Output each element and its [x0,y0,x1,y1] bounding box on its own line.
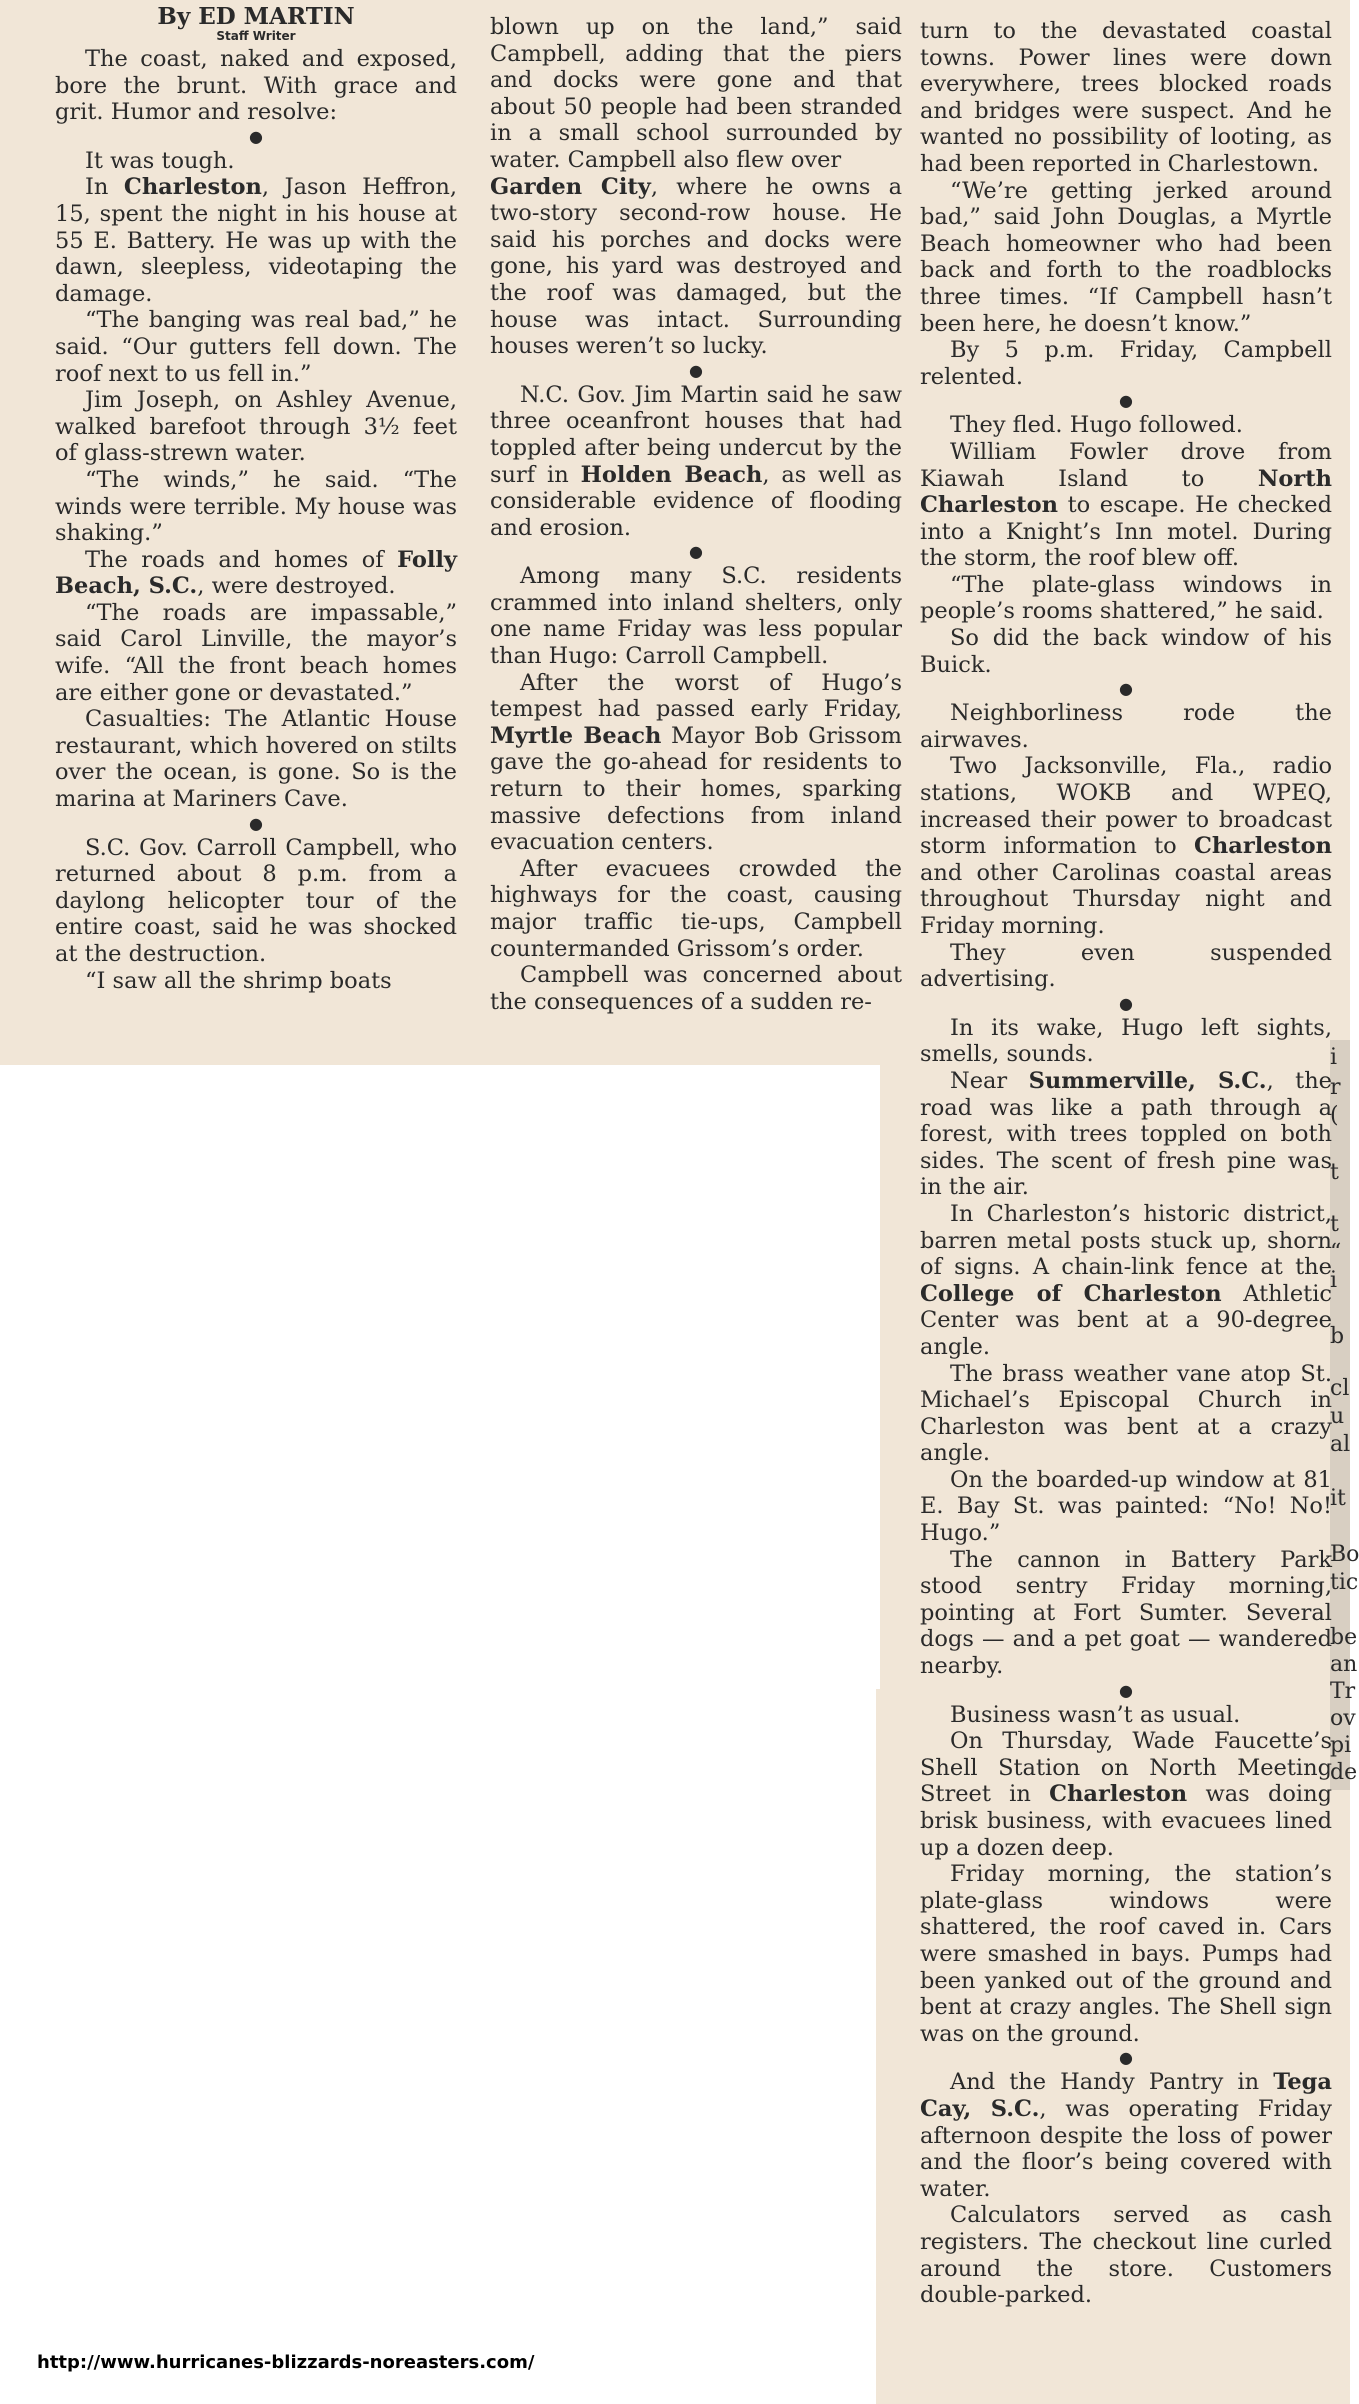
paragraph [55,148,457,175]
paragraph [55,968,457,995]
paragraph [490,14,902,174]
section-bullet: ● [689,542,703,562]
paragraph [490,856,902,962]
paragraph [55,706,457,812]
paragraph-text: , where he owns a two-story second-row house. He said his porches and docks were gone, his yard was destroyed and the roof was damaged, but the house was intact. Surrounding houses weren’t so lucky. [490,173,902,360]
article-column-2 [490,14,902,1015]
section-bullet: ● [1119,2048,1133,2068]
paragraph [490,174,902,360]
paragraph [920,2202,1332,2308]
paragraph-text: Campbell was concerned about the consequences of a sudden re- [490,962,902,1015]
paragraph [920,625,1332,678]
edge-fragment: i [1330,1045,1338,1070]
paragraph [55,467,457,547]
paragraph-text: “I saw all the shrimp boats [85,967,392,994]
paragraph-text: So did the back window of his Buick. [920,625,1332,678]
edge-fragment: t [1330,1212,1339,1237]
bold-place-name: Charleston [1194,833,1332,860]
section-bullet: ● [1119,1680,1133,1700]
bold-place-name: Holden Beach [580,461,763,488]
paragraph-text: , were destroyed. [197,573,396,600]
paragraph [55,307,457,387]
paragraph [55,387,457,467]
paragraph-text: Two Jacksonville, Fla., radio stations, WOKB and WPEQ, increased their power to broadcast storm information to [920,753,1332,860]
paragraph-text: Near [950,1067,1029,1094]
paragraph [490,382,902,542]
paragraph-text: and other Carolinas coastal areas throughout Thursday night and Friday morning. [920,859,1332,939]
section-bullet: ● [1119,679,1133,699]
paragraph-text: In Charleston’s historic district, barren metal posts stuck up, shorn of signs. A chain-link fence at the [920,1200,1332,1281]
paragraph-text: Casualties: The Atlantic House restaurant, which hovered on stilts over the ocean, is gone. So is the marina at Mariners Cave. [55,706,457,813]
edge-fragment: i [1330,1268,1338,1293]
paragraph [920,18,1332,178]
paragraph-text: Among many S.C. residents crammed into inland shelters, only one name Friday was less popular than Hugo: Carroll Campbell. [490,563,902,670]
bold-place-name: Charleston [1049,1781,1188,1808]
bold-place-name: Myrtle Beach [490,722,662,749]
paragraph-text: “The roads are impassable,” said Carol Linville, the mayor’s wife. “All the front beach homes are either gone or devastated.” [55,599,457,706]
paragraph-text: , was operating Friday afternoon despite the loss of power and the floor’s being covered with water. [920,2095,1332,2202]
paragraph-text: turn to the devastated coastal towns. Power lines were down everywhere, trees blocked roads and bridges were suspect. And he wanted no possibility of looting, as had been reported in Charlestown. [920,18,1332,177]
paragraph [920,337,1332,390]
bold-place-name: North Charleston [920,465,1332,519]
paragraph [920,2069,1332,2202]
paragraph [490,962,902,1015]
paragraph-text: They even suspended advertising. [920,939,1332,993]
section-bullet: ● [249,126,263,146]
paragraph-text: Calculators served as cash registers. The checkout line curled around the store. Customers double-parked. [920,2202,1332,2309]
paragraph [920,439,1332,572]
edge-fragment: an [1330,1652,1358,1677]
paragraph-text: In its wake, Hugo left sights, smells, sounds. [920,1014,1332,1068]
edge-fragment: u [1330,1404,1345,1429]
paragraph [920,1728,1332,1861]
paragraph [920,753,1332,939]
paragraph [490,563,902,669]
paragraph-text: It was tough. [85,147,235,174]
edge-fragment: ( [1330,1103,1339,1128]
paragraph-text: S.C. Gov. Carroll Campbell, who returned about 8 p.m. from a daylong helicopter tour of the entire coast, said he was shocked at the destruction. [55,834,457,967]
paragraph [920,1361,1332,1467]
paragraph-text: After evacuees crowded the highways for the coast, causing major traffic tie-ups, Campbell countermanded Grissom’s order. [490,855,902,962]
bold-place-name: Garden City [490,173,651,200]
paragraph-text: William Fowler drove from Kiawah Island to [920,438,1332,492]
paragraph [920,700,1332,753]
paragraph-text: On the boarded-up window at 81 E. Bay St. was painted: “No! No! Hugo.” [920,1466,1332,1547]
paragraph-text: The brass weather vane atop St. Michael’s Episcopal Church in Charleston was bent at a crazy angle. [920,1360,1332,1467]
paragraph-text: was doing brisk business, with evacuees lined up a dozen deep. [920,1781,1332,1861]
section-bullet: ● [1119,391,1133,411]
paragraph [920,1547,1332,1680]
section-bullet: ● [689,360,703,380]
paragraph-text: Friday morning, the station’s plate-glass windows were shattered, the roof caved in. Cars were smashed in bays. Pumps had been yanked out of the ground and bent at crazy angles. The Shell sign was on the ground. [920,1861,1332,2047]
edge-fragment: tic [1330,1570,1359,1595]
byline-role: Staff Writer [216,29,296,43]
paragraph [920,572,1332,625]
paragraph [55,547,457,600]
paragraph-text: The roads and homes of [85,546,398,573]
paragraph [920,940,1332,993]
paragraph-text: They fled. Hugo followed. [950,412,1243,439]
paragraph-text: The coast, naked and exposed, bore the brunt. With grace and grit. Humor and resolve: [55,46,457,126]
byline: By ED MARTIN [157,3,355,30]
bold-place-name: College of Charleston [920,1280,1222,1307]
paragraph [920,1702,1332,1729]
paragraph [55,835,457,968]
paragraph-text: Athletic Center was bent at a 90-degree angle. [920,1280,1333,1360]
section-bullet: ● [1119,993,1133,1013]
edge-fragment: t [1330,1160,1339,1185]
edge-fragment: r [1330,1075,1341,1100]
paragraph-text: to escape. He checked into a Knight’s Inn motel. During the storm, the roof blew off. [920,492,1332,572]
paragraph-text: “The plate-glass windows in people’s rooms shattered,” he said. [920,571,1332,625]
edge-fragment: pi [1330,1733,1352,1758]
paragraph-text: Jim Joseph, on Ashley Avenue, walked barefoot through 3½ feet of glass-strewn water. [55,387,457,467]
edge-fragment: Bo [1330,1542,1359,1567]
edge-fragment: de [1330,1760,1358,1785]
paragraph-text: The cannon in Battery Park stood sentry Friday morning, pointing at Fort Sumter. Several dogs — and a pet goat — wandered nearby. [920,1546,1332,1680]
bold-place-name: Folly Beach, S.C. [55,546,457,600]
paragraph [920,1015,1332,1068]
edge-fragment: b [1330,1324,1345,1349]
paragraph-text: By 5 p.m. Friday, Campbell relented. [920,337,1332,390]
bold-place-name: Summerville, S.C. [1028,1067,1267,1094]
edge-fragment: al [1330,1432,1351,1457]
paragraph-text: blown up on the land,” said Campbell, adding that the piers and docks were gone and that about 50 people had been stranded in a small school surrounded by water. Campbell also flew over [490,14,902,173]
paragraph [920,1861,1332,2047]
paragraph [920,178,1332,338]
paragraph [920,1201,1332,1361]
edge-fragment: Tr [1330,1679,1356,1704]
paragraph [55,46,457,126]
paragraph-text: , Jason Heffron, 15, spent the night in his house at 55 E. Battery. He was up with the dawn, sleepless, videotaping the damage. [55,174,457,307]
edge-fragment: “ [1330,1240,1342,1265]
section-bullet: ● [249,813,263,833]
paragraph [920,412,1332,439]
paragraph-text: , the road was like a path through a forest, with trees toppled on both sides. The scent of fresh pine was in the air. [920,1067,1332,1201]
paragraph-text: Business wasn’t as usual. [950,1701,1241,1728]
paragraph [55,600,457,706]
paragraph-text: Mayor Bob Grissom gave the go-ahead for residents to return to their homes, sparking massive defections from inland evacuation centers. [490,722,902,856]
paragraph-text: And the Handy Pantry in [950,2069,1274,2096]
bold-place-name: Tega Cay, S.C. [920,2069,1332,2122]
paragraph-text: In [85,174,124,201]
paragraph-text: Neighborliness rode the airwaves. [920,700,1332,753]
edge-fragment: be [1330,1625,1358,1650]
paragraph-text: N.C. Gov. Jim Martin said he saw three oceanfront houses that had toppled after being undercut by the surf in [490,381,902,488]
article-column-1 [55,3,457,994]
paragraph-text: “The banging was real bad,” he said. “Our gutters fell down. The roof next to us fell in.” [55,307,457,387]
paragraph-text: On Thursday, Wade Faucette’s Shell Station on North Meeting Street in [920,1728,1332,1808]
paragraph-text: “We’re getting jerked around bad,” said John Douglas, a Myrtle Beach homeowner who had been back and forth to the roadblocks three times. “If Campbell hasn’t been here, he doesn’t know.” [920,177,1332,337]
paragraph [490,670,902,856]
paragraph [55,174,457,307]
paragraph-text: “The winds,” he said. “The winds were terrible. My house was shaking.” [55,466,457,547]
bold-place-name: Charleston [123,174,262,201]
paragraph-text: After the worst of Hugo’s tempest had passed early Friday, [490,669,902,723]
edge-fragment: ov [1330,1706,1356,1731]
paragraph-text: , as well as considerable evidence of flooding and erosion. [490,461,902,541]
article-column-3 [920,18,1332,2309]
source-url: http://www.hurricanes-blizzards-noreasters.com/ [37,2352,535,2373]
edge-fragment: cl [1330,1376,1350,1401]
edge-fragment: it [1330,1486,1346,1511]
paragraph [920,1467,1332,1547]
paragraph [920,1068,1332,1201]
